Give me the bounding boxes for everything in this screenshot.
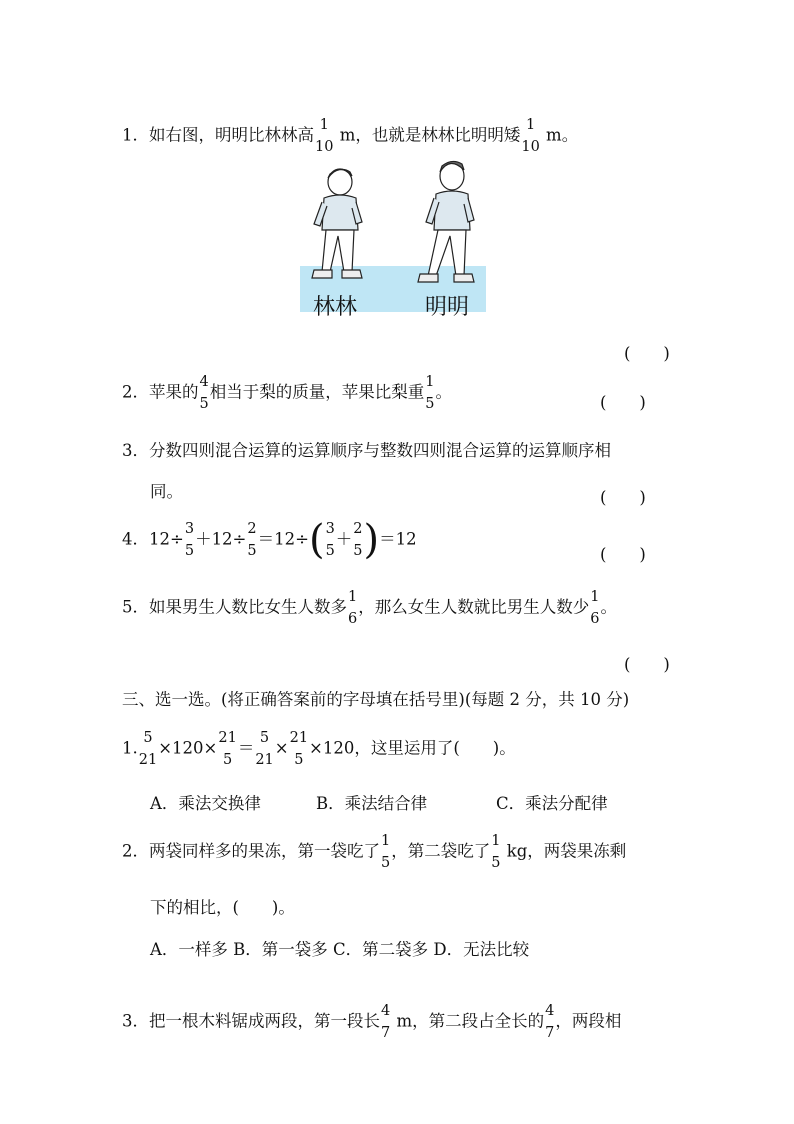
q1-fraction-1: 1 10 [315,117,334,155]
choice-q2-fraction-2: 1 5 [491,833,501,871]
q2-answer-paren[interactable]: ( ) [600,393,646,412]
q5-answer-paren[interactable]: ( ) [624,655,670,674]
choice-q2-text-3: kg，两袋果冻剩 [501,841,627,861]
choice-q1-text-c: × [274,738,289,758]
q4-fraction-2: 2 5 [247,521,257,559]
q3-answer-paren[interactable]: ( ) [600,488,646,507]
choice-q1-fraction-4: 21 5 [289,730,309,768]
q4-plus: ＋ [335,529,353,549]
boys-height-figure [300,160,486,320]
q3-number: 3． [122,441,149,460]
q1-text-1: 如右图，明明比林林高 [149,125,314,145]
q4-fraction-1: 3 5 [184,521,195,559]
choice-q3-text-3: ，两段相 [555,1011,622,1031]
q3-text-1: 分数四则混合运算的运算顺序与整数四则混合运算的运算顺序相 [149,441,611,460]
q1-fraction-2: 1 10 [521,117,540,155]
choice-q2-cont [150,900,295,917]
q4-text-d: ＝12 [379,529,417,549]
choice-q1-text-d: ×120，这里运用了( )。 [309,738,516,758]
choice-q1-option-b[interactable]: B．乘法结合律 [316,794,428,813]
judge-q5 [122,590,617,626]
choice-q1-option-a[interactable]: A．乘法交换律 [150,794,261,813]
q2-fraction-1: 4 5 [199,374,209,412]
q2-text-2: 相当于梨的质量，苹果比梨重 [209,382,425,402]
choice-q2-text-2: ，第二袋吃了 [391,841,491,861]
choice-q1-options [150,796,608,813]
choice-q2-text-1: 两袋同样多的果冻，第一袋吃了 [149,841,380,861]
mingming-figure [418,161,474,282]
judge-q3-cont [150,484,183,501]
section-3-heading-text: 三、选一选。(将正确答案前的字母填在括号里)(每题 2 分，共 10 分) [122,690,630,709]
q4-right-bracket: ) [363,517,380,563]
judge-q3 [122,443,611,460]
choice-q3 [122,1004,621,1040]
choice-q3-number: 3． [122,1011,149,1031]
q2-fraction-2: 1 5 [425,374,435,412]
q4-fraction-4: 2 5 [353,521,363,559]
q2-text-1: 苹果的 [149,382,199,402]
q4-text-b: ＋12÷ [195,529,247,549]
q4-answer-paren[interactable]: ( ) [600,545,646,564]
q4-number: 4． [122,529,149,549]
judge-q4 [122,517,417,563]
q5-fraction-2: 1 6 [590,589,600,627]
choice-q2-options-text[interactable]: A．一样多 B．第一袋多 C．第二袋多 D．无法比较 [150,940,530,959]
q5-text-2: ，那么女生人数就比男生人数少 [358,597,590,617]
section-3-heading [122,692,629,709]
choice-q1-text-b: ＝ [237,738,255,758]
q3-text-2: 同。 [150,482,183,501]
choice-q2-options [150,942,529,959]
choice-q2-number: 2． [122,841,149,861]
q1-answer-paren[interactable]: ( ) [624,344,670,363]
q5-text-1: 如果男生人数比女生人数多 [149,597,347,617]
q5-number: 5． [122,597,149,617]
choice-q1-fraction-2: 21 5 [218,730,237,768]
choice-q3-fraction-1: 4 7 [381,1003,391,1041]
choice-q3-text-1: 把一根木料锯成两段，第一段长 [149,1011,380,1031]
linlin-label: 林林 [313,295,358,320]
choice-q2-text-4: 下的相比，( )。 [150,898,295,917]
q4-fraction-3: 3 5 [325,521,335,559]
mingming-label: 明明 [425,295,470,320]
choice-q1-text-a: ×120× [158,738,218,758]
choice-q1-number: 1. [122,738,138,758]
q1-text-2: m，也就是林林比明明矮 [334,125,521,145]
choice-q1 [122,731,516,767]
q1-text-3: m。 [540,125,579,145]
q1-number: 1． [122,125,149,145]
q2-text-3: 。 [435,382,452,402]
q2-number: 2． [122,382,149,402]
choice-q1-fraction-3: 5 21 [255,730,274,768]
judge-q2 [122,375,452,411]
q4-text-a: 12÷ [149,529,184,549]
choice-q3-fraction-2: 4 7 [545,1003,555,1041]
choice-q2 [122,834,626,870]
q4-text-c: ＝12÷ [257,529,309,549]
q5-text-3: 。 [600,597,617,617]
linlin-figure [312,169,362,278]
q5-fraction-1: 1 6 [348,589,358,627]
choice-q1-option-c[interactable]: C．乘法分配律 [496,794,608,813]
judge-q1 [122,118,578,154]
q4-left-bracket: ( [308,517,325,563]
choice-q3-text-2: m，第二段占全长的 [391,1011,545,1031]
choice-q1-fraction-1: 5 21 [138,730,158,768]
choice-q2-fraction-1: 1 5 [381,833,391,871]
